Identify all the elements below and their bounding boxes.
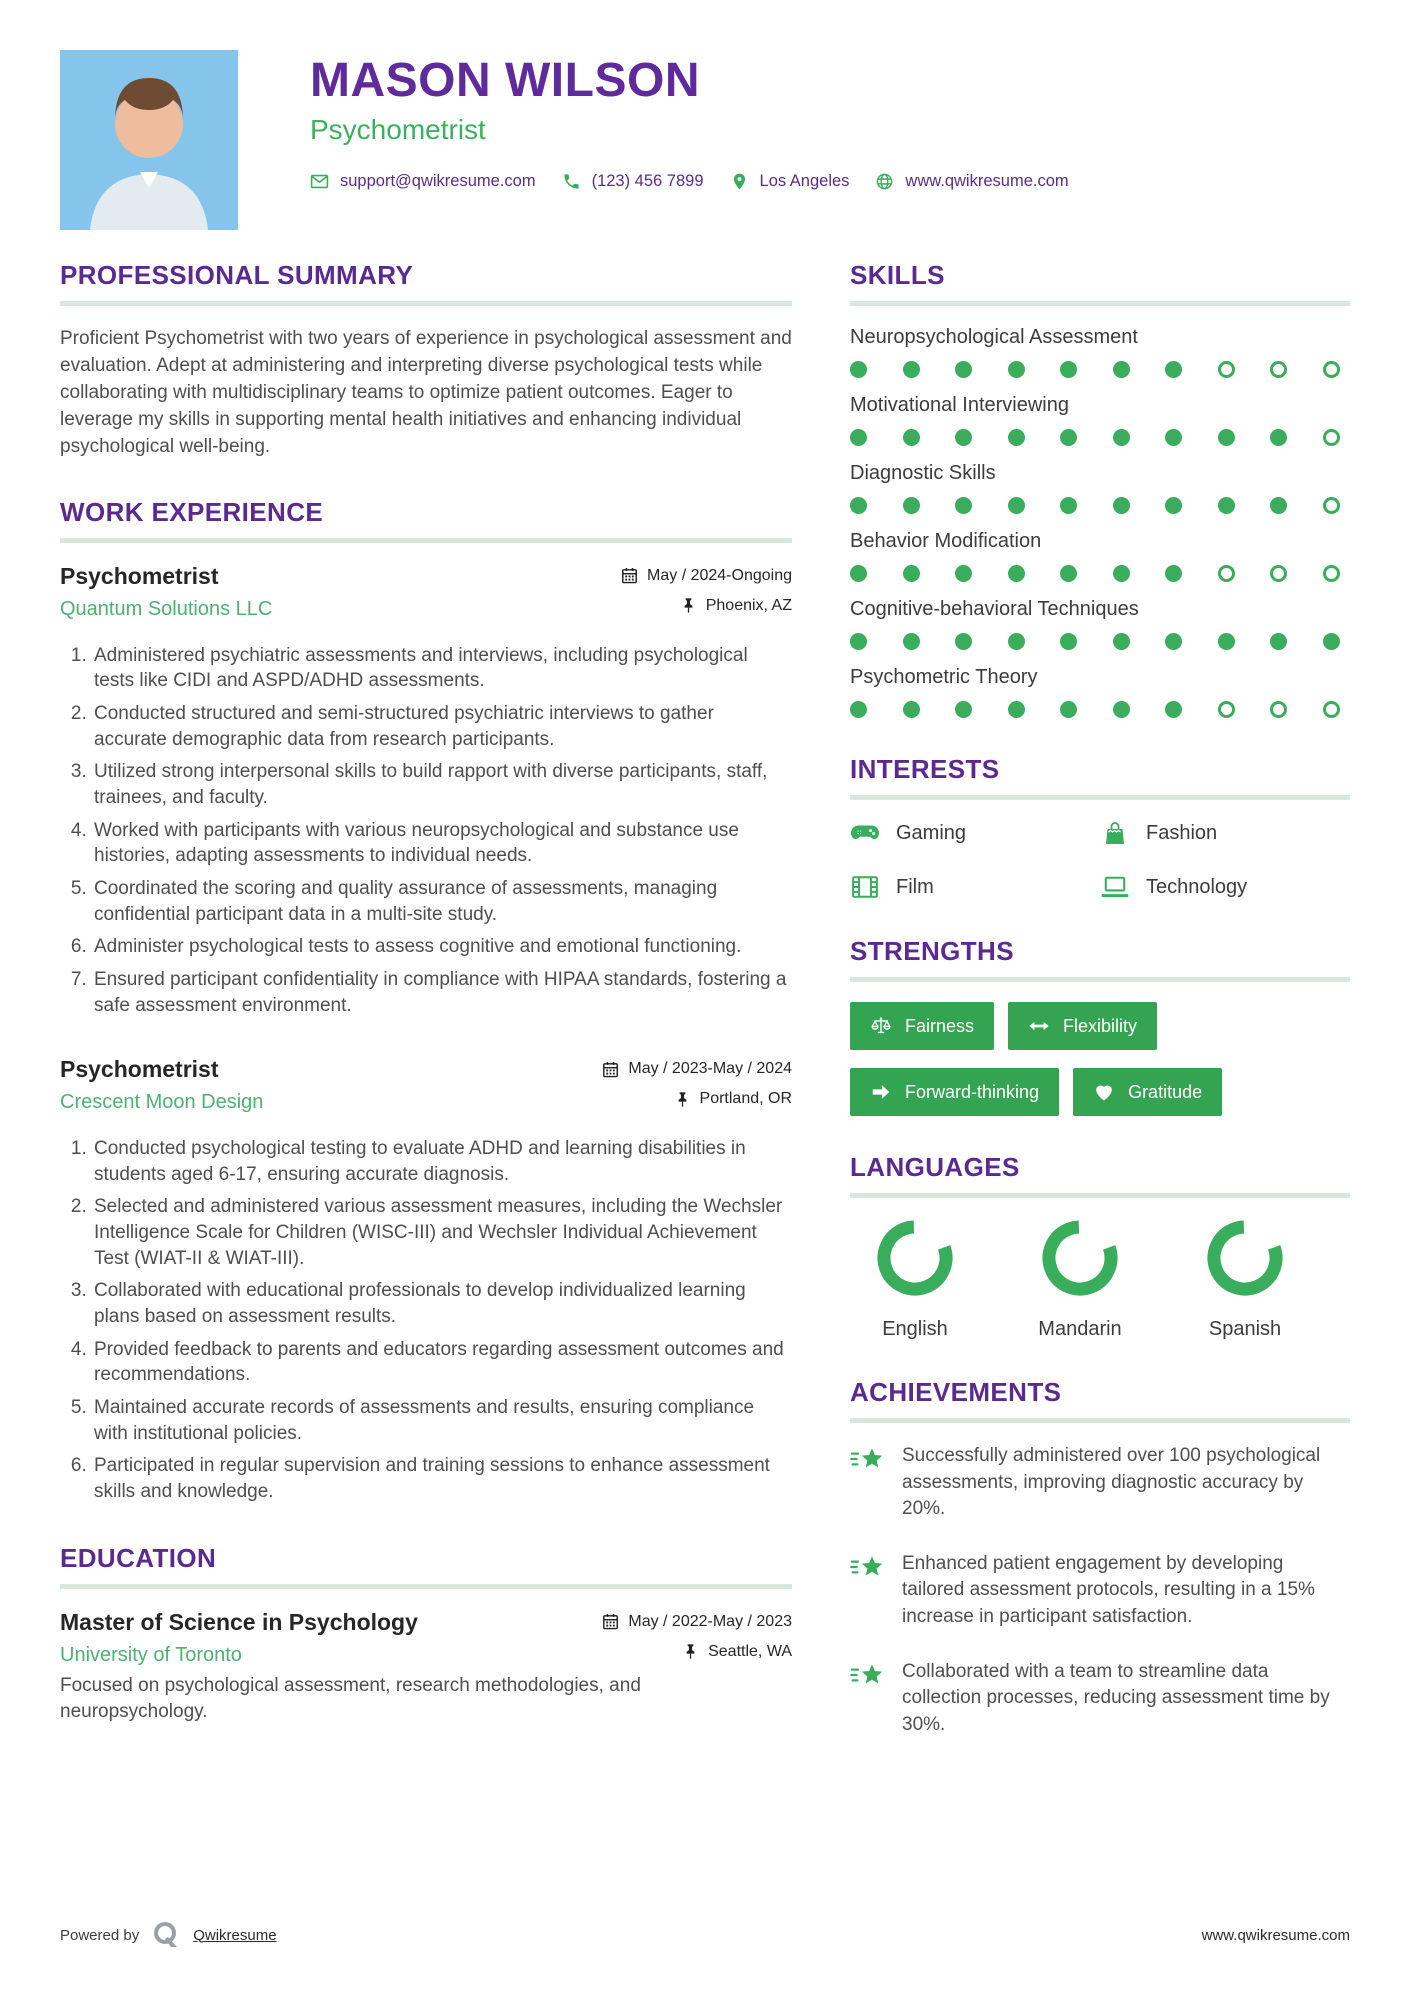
- skill-rating-dot: [1113, 429, 1130, 446]
- heart-icon: [1093, 1081, 1115, 1103]
- qwikresume-link[interactable]: Qwikresume: [193, 1926, 277, 1944]
- contact-item-1[interactable]: [310, 172, 536, 191]
- job-bullet: 4. Worked with participants with various neuropsychological and substance use histories, adapting assessments to individual needs.: [92, 818, 792, 869]
- skill-rating-dot: [1060, 633, 1077, 650]
- strength-badge: [1073, 1068, 1222, 1116]
- job-bullet: 3. Utilized strong interpersonal skills to build rapport with diverse participants, staff, trainees, and faculty.: [92, 759, 792, 810]
- skill-rating-dot: [850, 361, 867, 378]
- job-entry-2: [60, 1056, 792, 1504]
- skill-rating-dot: [1113, 361, 1130, 378]
- strengths-list: [850, 1002, 1350, 1116]
- language-item: [850, 1218, 980, 1341]
- header: [0, 0, 1407, 230]
- job-role: Psychometrist: [60, 562, 219, 589]
- section-interests: [850, 754, 1350, 900]
- footer: [60, 1920, 1350, 1950]
- skill-rating: [850, 633, 1350, 650]
- skills-list: [850, 326, 1350, 718]
- skill-rating-dot: [1270, 565, 1287, 582]
- skill-item: [850, 666, 1350, 718]
- job-role: Psychometrist: [60, 1056, 219, 1083]
- job-bullets: [60, 1136, 792, 1504]
- section-divider: [850, 1418, 1350, 1423]
- contact-item-2[interactable]: [562, 172, 704, 191]
- skill-rating-dot: [1270, 633, 1287, 650]
- section-divider: [60, 301, 792, 306]
- skill-rating-dot: [1165, 429, 1182, 446]
- job-bullet: 1. Administered psychiatric assessments and interviews, including psychological tests like CIDI and ASPD/ADHD assessments.: [92, 643, 792, 694]
- skill-rating-dot: [903, 633, 920, 650]
- skill-rating-dot: [1323, 497, 1340, 514]
- skill-rating-dot: [955, 633, 972, 650]
- interests-list: [850, 820, 1350, 900]
- skill-rating-dot: [903, 497, 920, 514]
- skill-rating-dot: [1060, 497, 1077, 514]
- strength-label: Gratitude: [1128, 1081, 1203, 1102]
- skill-rating-dot: [1113, 633, 1130, 650]
- skill-rating-dot: [1270, 701, 1287, 718]
- profile-photo: [60, 50, 238, 230]
- section-divider: [60, 538, 792, 543]
- strength-badge: [1008, 1002, 1157, 1050]
- skill-rating-dot: [1060, 429, 1077, 446]
- section-title-work-experience: WORK EXPERIENCE: [60, 496, 324, 527]
- education-date: May / 2022-May / 2023: [628, 1612, 792, 1630]
- job-bullet: 3. Collaborated with educational professionals to develop individualized learning plans based on assessment results.: [92, 1278, 792, 1329]
- section-professional-summary: [60, 260, 792, 461]
- job-bullet: 7. Ensured participant confidentiality in compliance with HIPAA standards, fostering a safe assessment environment.: [92, 967, 792, 1018]
- job-location: Phoenix, AZ: [705, 596, 792, 614]
- interest-item: [850, 820, 1100, 846]
- skill-rating: [850, 497, 1350, 514]
- education-location: Seattle, WA: [708, 1642, 792, 1660]
- pushpin-icon: [674, 1091, 691, 1108]
- skill-rating-dot: [850, 633, 867, 650]
- achievement-text: Enhanced patient engagement by developing tailored assessment protocols, resulting in a 15% increase in participant satisfaction.: [902, 1552, 1315, 1627]
- location-pin-icon: [730, 172, 749, 191]
- calendar-icon: [621, 567, 638, 584]
- skill-name: Diagnostic Skills: [850, 462, 996, 484]
- interest-label: Fashion: [1146, 821, 1218, 844]
- left-column: [60, 260, 792, 1774]
- skill-rating-dot: [955, 497, 972, 514]
- skill-rating-dot: [1008, 361, 1025, 378]
- skill-rating-dot: [955, 701, 972, 718]
- skill-rating-dot: [1218, 701, 1235, 718]
- job-bullet: 2. Selected and administered various assessment measures, including the Wechsler Intelligence Scale for Children (WISC-III) and Wechsler Individual Achievement Test (WIAT-II & WIAT-III).: [92, 1194, 792, 1271]
- calendar-icon: [602, 1613, 619, 1630]
- contact-item-3[interactable]: [730, 172, 850, 191]
- profile-photo-image: [60, 50, 238, 230]
- skill-rating-dot: [1008, 701, 1025, 718]
- job-bullet: 5. Maintained accurate records of assessments and results, ensuring compliance with institutional policies.: [92, 1395, 792, 1446]
- calendar-icon: [602, 1061, 619, 1078]
- job-bullet: 6. Administer psychological tests to assess cognitive and emotional functioning.: [92, 934, 792, 960]
- strength-badge: [850, 1068, 1059, 1116]
- strength-badge: [850, 1002, 994, 1050]
- skill-rating-dot: [1270, 429, 1287, 446]
- job-bullet: 1. Conducted psychological testing to evaluate ADHD and learning disabilities in students aged 6-17, ensuring accurate diagnosis.: [92, 1136, 792, 1187]
- skill-rating-dot: [903, 361, 920, 378]
- person-role: Psychometrist: [310, 114, 486, 146]
- skill-rating: [850, 361, 1350, 378]
- job-bullet: 6. Participated in regular supervision and training sessions to enhance assessment skills and knowledge.: [92, 1453, 792, 1504]
- skill-rating-dot: [1113, 565, 1130, 582]
- skill-rating: [850, 565, 1350, 582]
- language-item: [1180, 1218, 1310, 1341]
- shooting-star-icon: [850, 1445, 886, 1477]
- laptop-icon: [1100, 874, 1130, 900]
- interest-label: Gaming: [896, 821, 967, 844]
- shooting-star-icon: [850, 1661, 886, 1693]
- left-right-arrow-icon: [1028, 1015, 1050, 1037]
- job-date: May / 2023-May / 2024: [628, 1060, 792, 1078]
- content-columns: [0, 230, 1407, 1774]
- skill-rating-dot: [1270, 497, 1287, 514]
- contact-row: [310, 172, 1069, 191]
- pushpin-icon: [680, 597, 697, 614]
- scales-icon: [870, 1015, 892, 1037]
- contact-text: support@qwikresume.com: [340, 172, 536, 191]
- section-education: [60, 1543, 792, 1727]
- section-title-interests: INTERESTS: [850, 754, 1000, 784]
- language-level-ring: [1205, 1218, 1285, 1298]
- education-entry: [60, 1609, 792, 1673]
- section-title-languages: LANGUAGES: [850, 1152, 1020, 1182]
- film-icon: [850, 874, 880, 900]
- skill-rating-dot: [1218, 565, 1235, 582]
- section-skills: [850, 260, 1350, 718]
- contact-text: www.qwikresume.com: [905, 172, 1069, 191]
- skill-rating-dot: [1323, 361, 1340, 378]
- skill-rating-dot: [1165, 497, 1182, 514]
- gamepad-icon: [850, 820, 880, 846]
- skill-item: [850, 394, 1350, 446]
- job-bullet: 2. Conducted structured and semi-structured psychiatric interviews to gather accurate demographic data from research participants.: [92, 701, 792, 752]
- skill-rating-dot: [903, 429, 920, 446]
- right-column: [850, 260, 1350, 1774]
- header-text: [310, 50, 1069, 191]
- envelope-icon: [310, 172, 329, 191]
- language-label: English: [882, 1318, 948, 1340]
- skill-rating-dot: [955, 565, 972, 582]
- achievement-item: [850, 1659, 1350, 1739]
- skill-rating-dot: [1218, 633, 1235, 650]
- skill-name: Neuropsychological Assessment: [850, 326, 1138, 348]
- interest-item: [850, 874, 1100, 900]
- achievement-item: [850, 1551, 1350, 1631]
- shopping-bag-icon: [1100, 820, 1130, 846]
- skill-rating-dot: [1270, 361, 1287, 378]
- achievements-list: [850, 1443, 1350, 1738]
- skill-rating-dot: [850, 701, 867, 718]
- skill-rating-dot: [1060, 701, 1077, 718]
- job-meta: [621, 563, 792, 627]
- skill-rating: [850, 701, 1350, 718]
- skill-rating-dot: [1218, 361, 1235, 378]
- strength-label: Fairness: [905, 1015, 975, 1036]
- section-title-education: EDUCATION: [60, 1542, 217, 1573]
- language-level-ring: [1040, 1218, 1120, 1298]
- section-divider: [850, 795, 1350, 800]
- section-title-professional-summary: PROFESSIONAL SUMMARY: [60, 260, 414, 290]
- language-level-ring: [875, 1218, 955, 1298]
- job-date: May / 2024-Ongoing: [647, 566, 792, 584]
- qwikresume-logo-icon: [151, 1920, 181, 1950]
- skill-rating-dot: [1323, 633, 1340, 650]
- skill-name: Behavior Modification: [850, 530, 1042, 552]
- education-meta: [602, 1609, 792, 1673]
- footer-url-link[interactable]: www.qwikresume.com: [1201, 1926, 1350, 1944]
- education-degree: Master of Science in Psychology: [60, 1608, 418, 1635]
- section-strengths: [850, 936, 1350, 1116]
- skill-rating-dot: [1060, 361, 1077, 378]
- languages-list: [850, 1218, 1350, 1341]
- section-languages: [850, 1152, 1350, 1341]
- skill-rating-dot: [1218, 429, 1235, 446]
- section-work-experience: [60, 497, 792, 1505]
- summary-text: Proficient Psychometrist with two years of experience in psychological assessment and evaluation. Adept at administering and interpreting diverse psychological tests while collaborating with multidisciplinary teams to optimize patient outcomes. Eager to leverage my skills in supporting mental health initiatives and enhancing individual psychological well-being.: [60, 328, 792, 457]
- shooting-star-icon: [850, 1553, 886, 1585]
- job-company: Crescent Moon Design: [60, 1091, 264, 1114]
- skill-rating-dot: [850, 429, 867, 446]
- pushpin-icon: [682, 1643, 699, 1660]
- education-description: Focused on psychological assessment, research methodologies, and neuropsychology.: [60, 1674, 641, 1723]
- interest-label: Film: [896, 875, 934, 898]
- job-meta: [602, 1056, 792, 1120]
- powered-by: [60, 1920, 277, 1950]
- phone-icon: [562, 172, 581, 191]
- strength-label: Flexibility: [1063, 1015, 1138, 1036]
- interest-item: [1100, 874, 1350, 900]
- skill-rating-dot: [903, 565, 920, 582]
- skill-rating-dot: [1218, 497, 1235, 514]
- achievement-text: Collaborated with a team to streamline data collection processes, reducing assessment time by 30%.: [902, 1660, 1330, 1735]
- powered-by-label: Powered by: [60, 1926, 140, 1944]
- skill-rating-dot: [1165, 361, 1182, 378]
- interest-label: Technology: [1146, 875, 1248, 898]
- section-title-strengths: STRENGTHS: [850, 936, 1014, 966]
- skill-rating-dot: [1113, 701, 1130, 718]
- section-divider: [850, 977, 1350, 982]
- skill-item: [850, 530, 1350, 582]
- section-title-achievements: ACHIEVEMENTS: [850, 1377, 1062, 1407]
- job-bullet: 5. Coordinated the scoring and quality assurance of assessments, managing confidential participant data in a multi-site study.: [92, 876, 792, 927]
- contact-item-4[interactable]: [875, 172, 1068, 191]
- language-label: Spanish: [1208, 1318, 1282, 1340]
- skill-rating-dot: [1008, 429, 1025, 446]
- contact-text: (123) 456 7899: [591, 172, 704, 191]
- skill-rating-dot: [955, 429, 972, 446]
- education-school: University of Toronto: [60, 1643, 242, 1666]
- language-label: Mandarin: [1038, 1318, 1122, 1340]
- job-bullets: [60, 643, 792, 1018]
- contact-text: Los Angeles: [759, 172, 850, 191]
- strength-label: Forward-thinking: [905, 1081, 1040, 1102]
- skill-rating-dot: [1165, 633, 1182, 650]
- section-divider: [850, 1193, 1350, 1198]
- skill-rating-dot: [1165, 565, 1182, 582]
- skill-rating-dot: [1113, 497, 1130, 514]
- achievement-text: Successfully administered over 100 psychological assessments, improving diagnostic accuracy by 20%.: [902, 1445, 1321, 1520]
- skill-item: [850, 462, 1350, 514]
- skill-rating-dot: [1323, 429, 1340, 446]
- jobs-list: [60, 563, 792, 1505]
- skill-rating-dot: [1060, 565, 1077, 582]
- job-location: Portland, OR: [699, 1090, 792, 1108]
- skill-item: [850, 326, 1350, 378]
- skill-rating-dot: [850, 565, 867, 582]
- skill-rating-dot: [1323, 701, 1340, 718]
- skill-rating-dot: [1165, 701, 1182, 718]
- section-achievements: [850, 1377, 1350, 1738]
- interest-item: [1100, 820, 1350, 846]
- skill-rating-dot: [1008, 497, 1025, 514]
- skill-rating-dot: [1008, 565, 1025, 582]
- language-item: [1015, 1218, 1145, 1341]
- job-company: Quantum Solutions LLC: [60, 597, 273, 620]
- job-bullet: 4. Provided feedback to parents and educators regarding assessment outcomes and recommendations.: [92, 1337, 792, 1388]
- skill-rating-dot: [850, 497, 867, 514]
- skill-name: Cognitive-behavioral Techniques: [850, 598, 1139, 620]
- arrow-right-icon: [870, 1081, 892, 1103]
- globe-icon: [875, 172, 894, 191]
- skill-rating-dot: [1008, 633, 1025, 650]
- section-divider: [60, 1584, 792, 1589]
- skill-rating: [850, 429, 1350, 446]
- skill-name: Psychometric Theory: [850, 666, 1038, 688]
- achievement-item: [850, 1443, 1350, 1523]
- skill-rating-dot: [903, 701, 920, 718]
- section-divider: [850, 301, 1350, 306]
- job-entry-1: [60, 563, 792, 1018]
- section-title-skills: SKILLS: [850, 260, 945, 290]
- skill-name: Motivational Interviewing: [850, 394, 1069, 416]
- person-name: MASON WILSON: [310, 54, 700, 107]
- skill-rating-dot: [1323, 565, 1340, 582]
- skill-rating-dot: [955, 361, 972, 378]
- skill-item: [850, 598, 1350, 650]
